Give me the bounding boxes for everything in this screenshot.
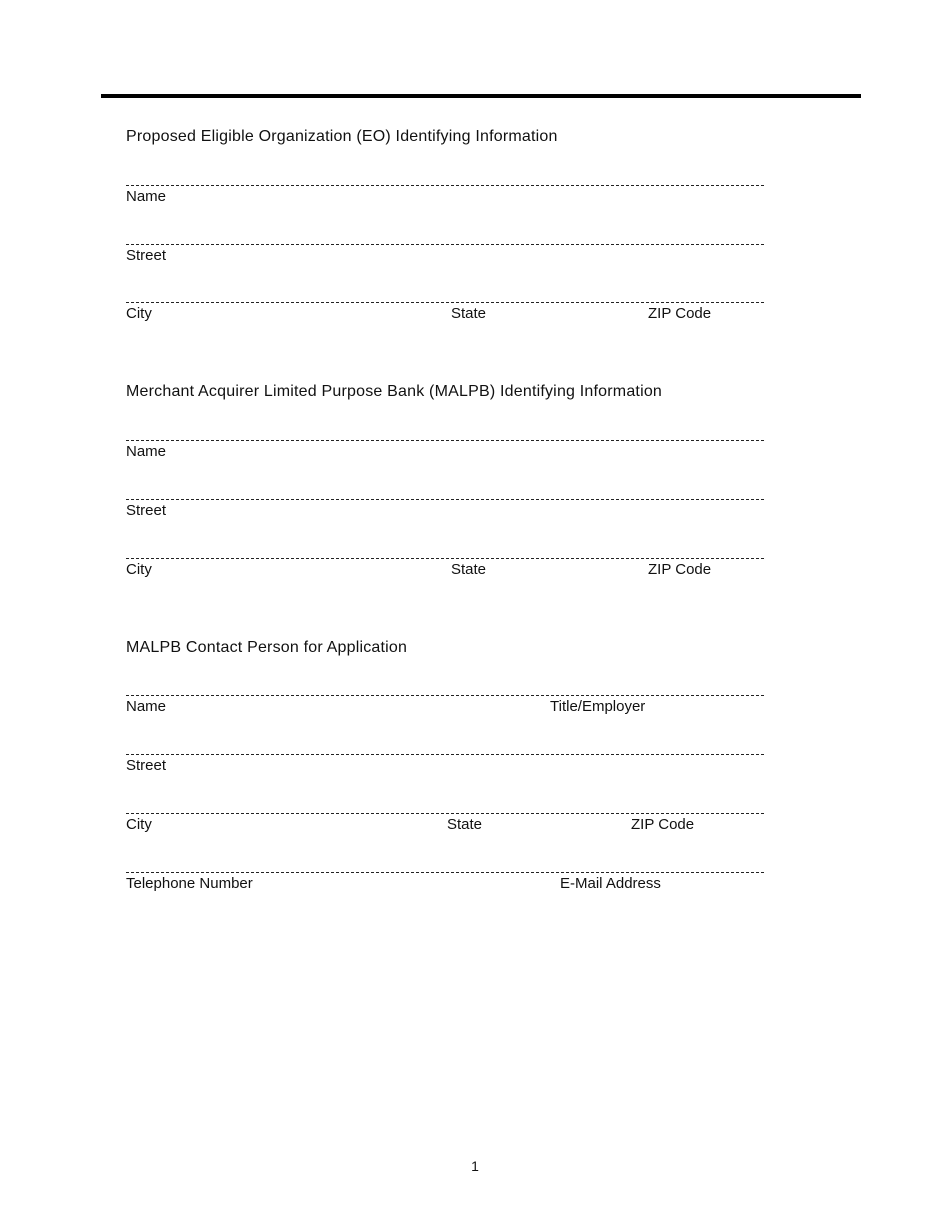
contact-name-title-line[interactable] [126,695,764,696]
contact-zip-label: ZIP Code [631,816,695,833]
malpb-section-heading: Merchant Acquirer Limited Purpose Bank (MALPB) Identifying Information [126,383,663,400]
malpb-street-line[interactable] [126,499,764,500]
malpb-street-label: Street [126,502,167,519]
eo-section-heading: Proposed Eligible Organization (EO) Identifying Information [126,128,558,145]
malpb-city-label: City [126,561,152,578]
contact-state-label: State [447,816,483,833]
eo-name-label: Name [126,188,167,205]
eo-zip-label: ZIP Code [648,305,712,322]
malpb-zip-label: ZIP Code [648,561,712,578]
eo-street-line[interactable] [126,244,764,245]
malpb-state-label: State [451,561,487,578]
malpb-name-line[interactable] [126,440,764,441]
eo-city-state-zip-line[interactable] [126,302,764,303]
contact-email-label: E-Mail Address [560,875,661,892]
contact-city-state-zip-line[interactable] [126,813,764,814]
contact-city-label: City [126,816,152,833]
eo-state-label: State [451,305,487,322]
contact-section-heading: MALPB Contact Person for Application [126,639,408,656]
contact-title-label: Title/Employer [550,698,646,715]
contact-phone-label: Telephone Number [126,875,253,892]
contact-street-label: Street [126,757,167,774]
malpb-name-label: Name [126,443,167,460]
contact-name-label: Name [126,698,167,715]
eo-name-line[interactable] [126,185,764,186]
top-rule [101,94,861,98]
eo-city-label: City [126,305,152,322]
contact-street-line[interactable] [126,754,764,755]
contact-phone-email-line[interactable] [126,872,764,873]
eo-street-label: Street [126,247,167,264]
malpb-city-state-zip-line[interactable] [126,558,764,559]
page-number: 1 [471,1158,479,1174]
